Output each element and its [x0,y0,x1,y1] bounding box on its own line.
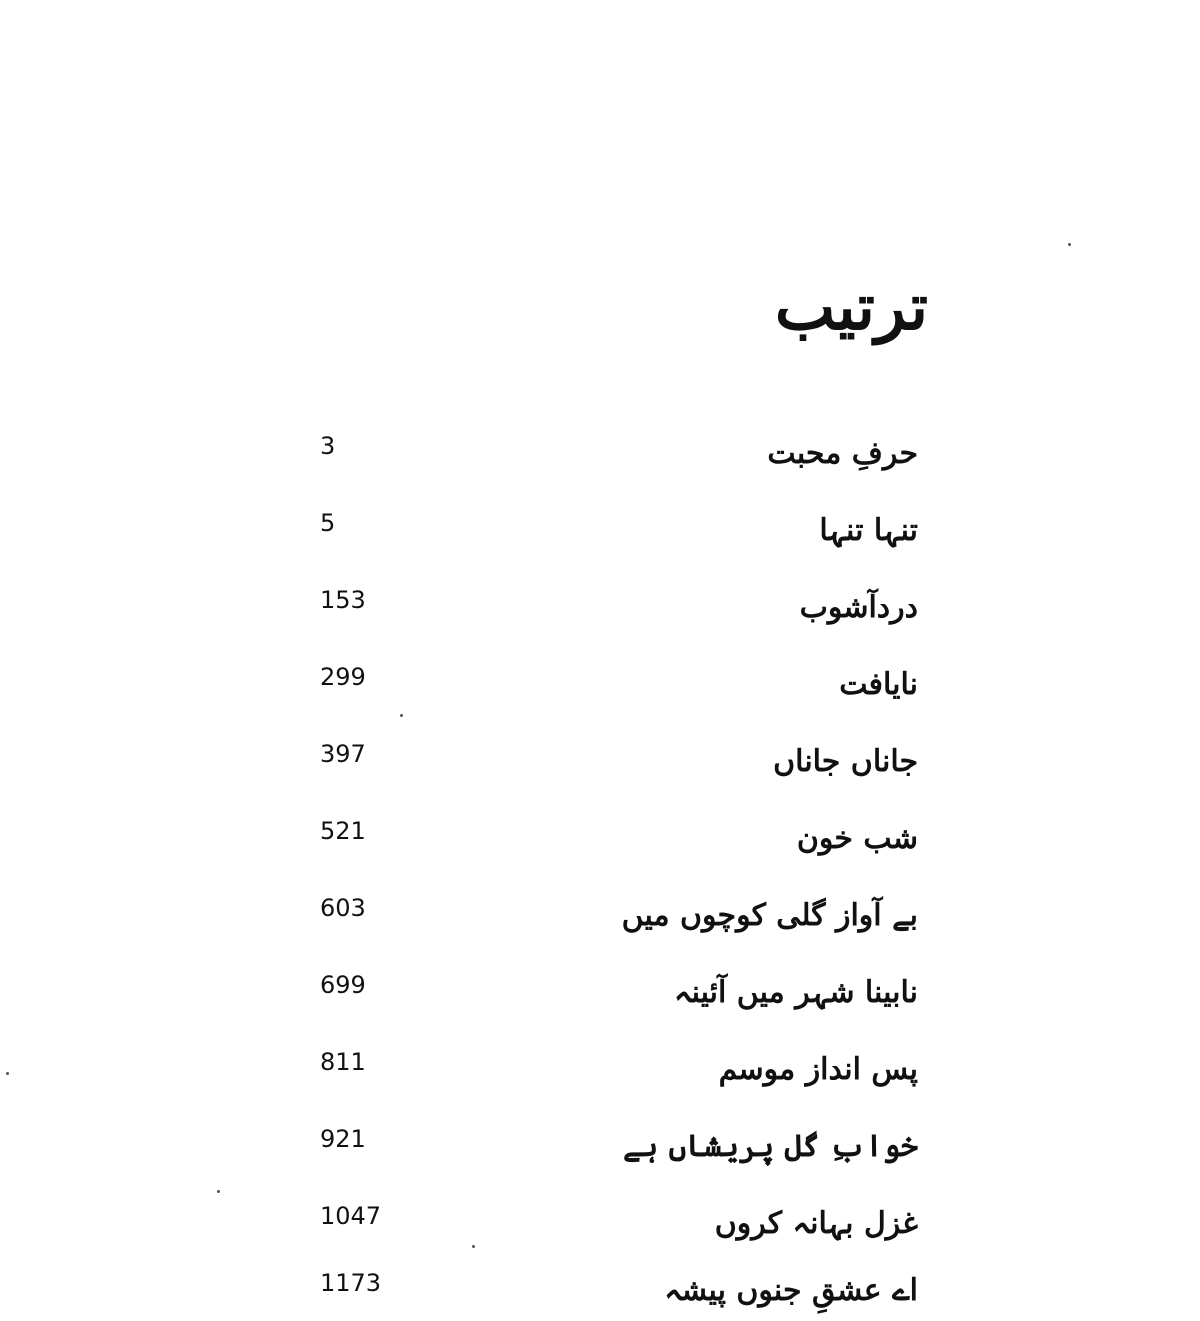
toc-entry-title: پس انداز موسم [718,1052,918,1087]
toc-entry-page: 699 [320,971,366,999]
toc-entry-page: 299 [320,663,366,691]
toc-entry-page: 603 [320,894,366,922]
toc-row [0,655,1200,715]
toc-entry-title: اے عشقِ جنوں پیشہ [664,1273,918,1308]
toc-entry-title: نابینا شہر میں آئینہ [673,975,918,1010]
toc-entry-page: 5 [320,509,336,537]
toc-entry-page: 811 [320,1048,366,1076]
toc-row [0,732,1200,792]
scan-speck [472,1245,475,1248]
toc-entry-page: 1047 [320,1202,382,1230]
toc-entry-page: 921 [320,1125,366,1153]
toc-row [0,1040,1200,1100]
toc-entry-page: 3 [320,432,336,460]
toc-row [0,1261,1200,1321]
toc-row [0,424,1200,484]
toc-entry-title: جاناں جاناں [773,744,918,779]
toc-entry-title: دردآشوب [799,590,918,625]
toc-row [0,886,1200,946]
toc-entry-page: 1173 [320,1269,382,1297]
toc-entry-page: 397 [320,740,366,768]
toc-row [0,1194,1200,1254]
toc-row [0,963,1200,1023]
toc-entry-title: بے آواز گلی کوچوں میں [621,898,918,933]
toc-entry-page: 153 [320,586,366,614]
toc-entry-title: تنہا تنہا [819,513,918,548]
toc-entry-title: نایافت [839,667,918,702]
toc-row [0,1117,1200,1177]
toc-row [0,809,1200,869]
toc-entry-page: 521 [320,817,366,845]
scan-speck [1068,243,1071,246]
scan-speck [6,1072,9,1075]
scan-speck [217,1190,220,1193]
scan-speck [400,714,403,717]
page-title: ترتیب [774,270,928,345]
toc-entry-title: حرفِ محبت [767,436,918,471]
toc-entry-title: خوابِ گل پریشاں ہے [622,1129,918,1164]
toc-entry-title: شب خون [796,821,918,856]
toc-row [0,501,1200,561]
toc-entry-title: غزل بہانہ کروں [714,1206,918,1241]
toc-row [0,578,1200,638]
